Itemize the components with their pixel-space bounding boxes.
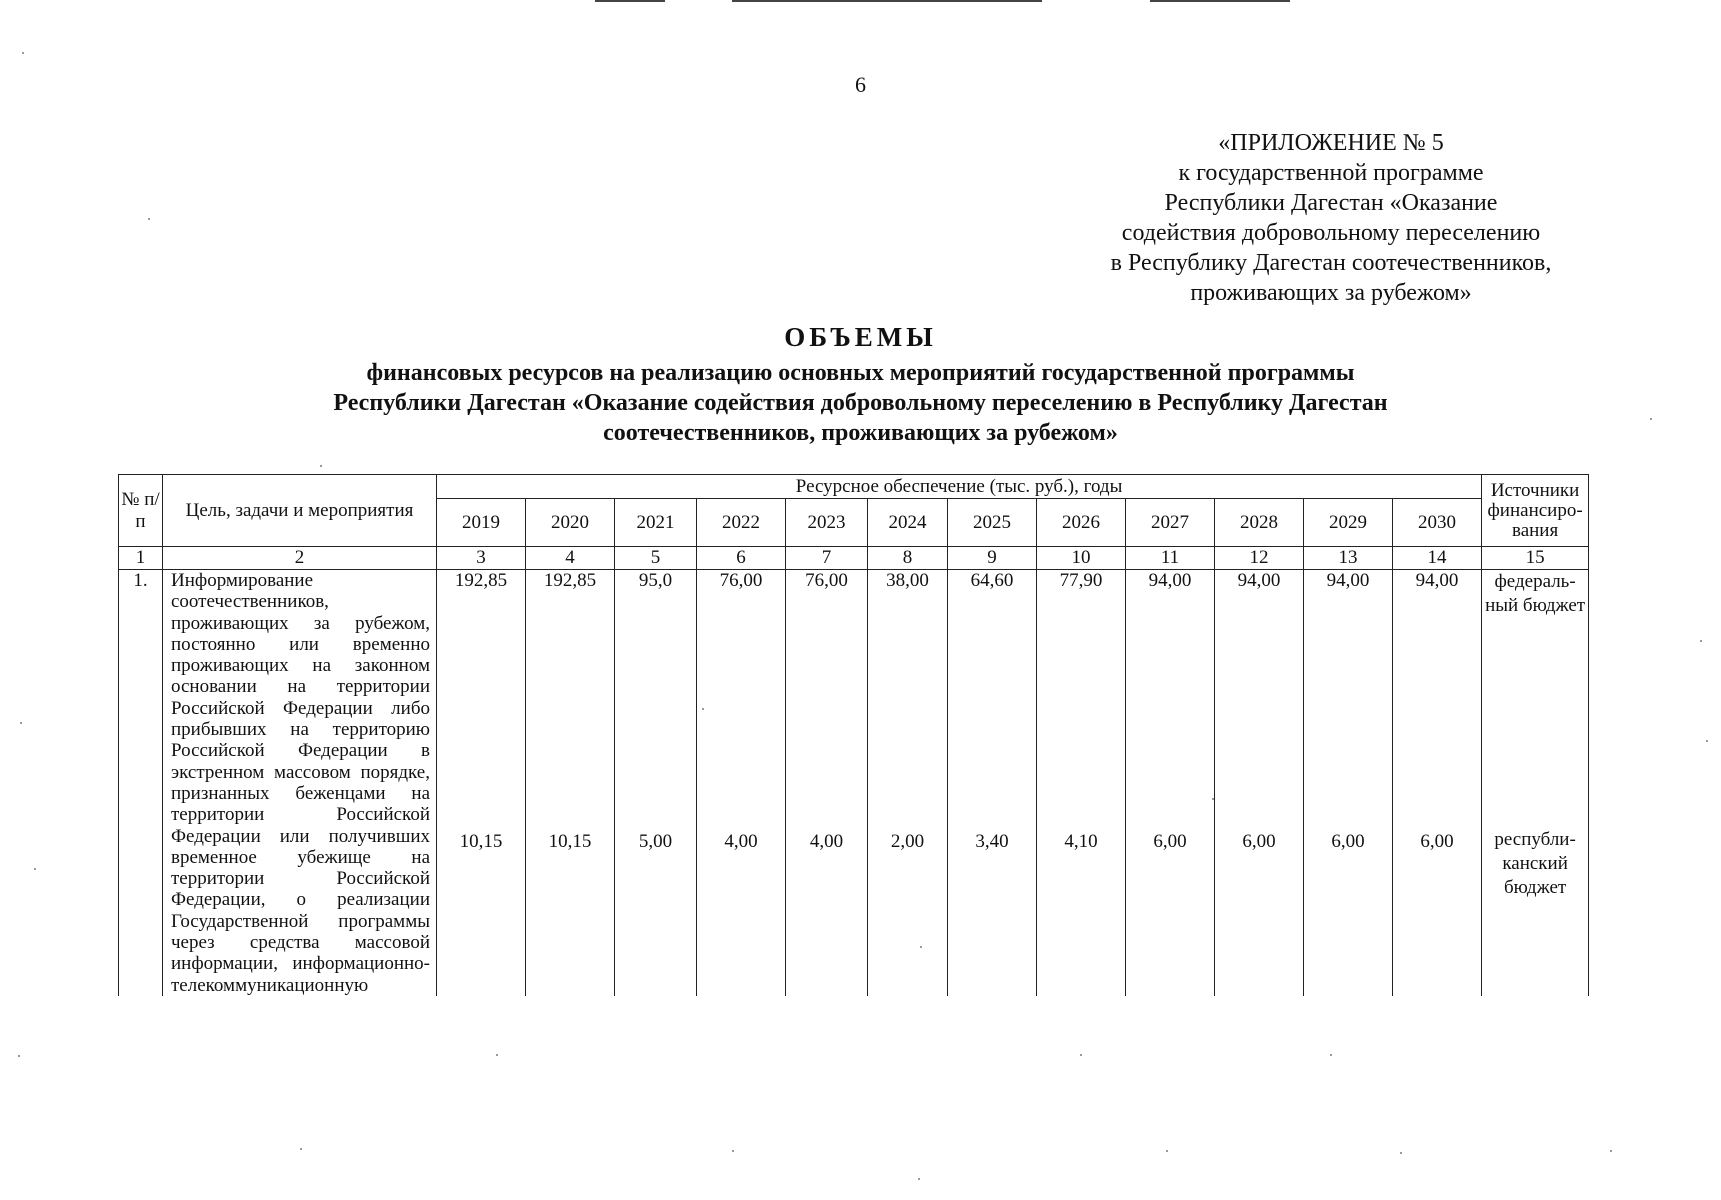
header-year: 2029 xyxy=(1304,499,1393,547)
header-num: № п/п xyxy=(119,475,163,547)
year-values-2029 xyxy=(1304,570,1393,996)
column-number: 12 xyxy=(1215,547,1304,570)
header-year: 2024 xyxy=(868,499,948,547)
appendix-line: к государственной программе xyxy=(1178,160,1484,186)
subtitle-line: Республики Дагестан «Оказание содействия добровольному переселению в Республику Дагестан xyxy=(333,390,1388,416)
federal-value: 94,00 xyxy=(1326,570,1370,591)
source-regional: республи-канский бюджет xyxy=(1494,829,1576,898)
scan-speck xyxy=(1400,1152,1402,1154)
scan-speck xyxy=(320,465,322,467)
federal-value: 94,00 xyxy=(1237,570,1281,591)
year-values-2028 xyxy=(1215,570,1304,996)
year-values-2023 xyxy=(786,570,868,996)
federal-value: 94,00 xyxy=(1415,570,1459,591)
header-year: 2019 xyxy=(437,499,526,547)
regional-value: 4,00 xyxy=(809,831,844,852)
scan-speck xyxy=(34,868,36,870)
scan-edge-line xyxy=(1150,0,1290,2)
header-goal: Цель, задачи и мероприятия xyxy=(163,475,437,547)
federal-value: 95,0 xyxy=(638,570,673,591)
header-sources: Источники финансиро-вания xyxy=(1482,475,1589,547)
column-number: 8 xyxy=(868,547,948,570)
regional-value: 4,00 xyxy=(724,831,758,852)
regional-value: 6,00 xyxy=(1242,831,1276,852)
year-values-2024 xyxy=(868,570,948,996)
scan-speck xyxy=(22,52,24,54)
subtitle-line: соотечественников, проживающих за рубежом» xyxy=(603,420,1118,446)
column-number: 6 xyxy=(697,547,786,570)
regional-value: 5,00 xyxy=(638,831,673,852)
page-number: 6 xyxy=(855,72,866,97)
funding-sources xyxy=(1482,570,1589,996)
scan-speck xyxy=(20,722,22,724)
table-body xyxy=(119,570,1589,996)
regional-value: 10,15 xyxy=(548,831,592,852)
regional-value: 2,00 xyxy=(890,831,925,852)
year-values-2030 xyxy=(1393,570,1482,996)
federal-value: 94,00 xyxy=(1148,570,1192,591)
federal-value: 64,60 xyxy=(970,570,1014,591)
header-year: 2021 xyxy=(615,499,697,547)
appendix-line: содействия добровольному переселению xyxy=(1121,220,1541,246)
year-values-2026 xyxy=(1037,570,1126,996)
scan-speck xyxy=(1700,640,1702,642)
subtitle-line: финансовых ресурсов на реализацию основных мероприятий государственной программы xyxy=(366,360,1355,386)
scan-speck xyxy=(920,946,922,948)
header-year: 2027 xyxy=(1126,499,1215,547)
federal-value: 192,85 xyxy=(454,570,508,591)
year-values-2022 xyxy=(697,570,786,996)
column-number: 3 xyxy=(437,547,526,570)
header-year: 2025 xyxy=(948,499,1037,547)
scan-speck xyxy=(1650,418,1652,420)
measure-description: Информирование соотечественников, проживающих за рубежом, постоянно или временно проживающих на законном основании на территории Российской Федерации либо прибывших на территорию Российской Федерации в экстренном массовом порядке, признанных беженцами на территории Российской Федерации или получивших временное убежище на территории Российской Федерации, о реализации Государственной программы через средства массовой информации, информационно-телекоммуникационную xyxy=(163,570,437,996)
federal-value: 192,85 xyxy=(543,570,597,591)
appendix-line: Республики Дагестан «Оказание xyxy=(1164,190,1498,216)
scan-speck xyxy=(1166,1150,1168,1152)
appendix-line: «ПРИЛОЖЕНИЕ № 5 xyxy=(1218,130,1444,156)
scan-speck xyxy=(1080,1054,1082,1056)
year-values-2019 xyxy=(437,570,526,996)
header-year: 2022 xyxy=(697,499,786,547)
year-values-2025 xyxy=(948,570,1037,996)
column-number-row xyxy=(119,547,1589,570)
scan-speck xyxy=(148,218,150,220)
scan-speck xyxy=(496,1054,498,1056)
scan-speck xyxy=(1706,740,1708,742)
scan-speck xyxy=(18,1055,20,1057)
regional-value: 6,00 xyxy=(1153,831,1187,852)
federal-value: 38,00 xyxy=(886,570,929,591)
year-values-2021 xyxy=(615,570,697,996)
scan-speck xyxy=(1610,1150,1612,1152)
federal-value: 76,00 xyxy=(719,570,763,591)
column-number: 10 xyxy=(1037,547,1126,570)
column-number: 2 xyxy=(163,547,437,570)
regional-value: 6,00 xyxy=(1331,831,1365,852)
column-number: 15 xyxy=(1482,547,1589,570)
header-year: 2028 xyxy=(1215,499,1304,547)
scan-speck xyxy=(300,1148,302,1150)
column-number: 11 xyxy=(1126,547,1215,570)
appendix-line: в Республику Дагестан соотечественников, xyxy=(1110,250,1552,276)
table-header xyxy=(119,475,1589,570)
federal-value: 77,90 xyxy=(1059,570,1103,591)
scan-speck xyxy=(918,1178,920,1180)
column-number: 13 xyxy=(1304,547,1393,570)
row-number: 1. xyxy=(119,570,163,996)
regional-value: 3,40 xyxy=(975,831,1009,852)
regional-value: 10,15 xyxy=(459,831,503,852)
scan-edge-line xyxy=(732,0,1042,2)
header-year: 2030 xyxy=(1393,499,1482,547)
column-number: 14 xyxy=(1393,547,1482,570)
header-year: 2020 xyxy=(526,499,615,547)
scan-edge-line xyxy=(595,0,665,2)
column-number: 4 xyxy=(526,547,615,570)
appendix-heading xyxy=(1051,128,1611,308)
header-year: 2023 xyxy=(786,499,868,547)
column-number: 1 xyxy=(119,547,163,570)
document-title: ОБЪЕМЫ xyxy=(784,322,937,352)
federal-value: 76,00 xyxy=(805,570,848,591)
table-row xyxy=(119,570,1589,996)
year-values-2027 xyxy=(1126,570,1215,996)
column-number: 7 xyxy=(786,547,868,570)
regional-value: 6,00 xyxy=(1420,831,1454,852)
appendix-line: проживающих за рубежом» xyxy=(1190,280,1472,306)
header-year: 2026 xyxy=(1037,499,1126,547)
header-resources: Ресурсное обеспечение (тыс. руб.), годы xyxy=(437,475,1482,499)
year-values-2020 xyxy=(526,570,615,996)
scan-speck xyxy=(1330,1054,1332,1056)
column-number: 9 xyxy=(948,547,1037,570)
column-number: 5 xyxy=(615,547,697,570)
source-federal: федераль-ный бюджет xyxy=(1485,571,1586,616)
funding-table xyxy=(118,474,1589,996)
scan-speck xyxy=(732,1150,734,1152)
regional-value: 4,10 xyxy=(1064,831,1098,852)
document-subtitle xyxy=(0,358,1721,448)
scan-speck xyxy=(702,708,704,710)
scan-speck xyxy=(1212,798,1214,800)
